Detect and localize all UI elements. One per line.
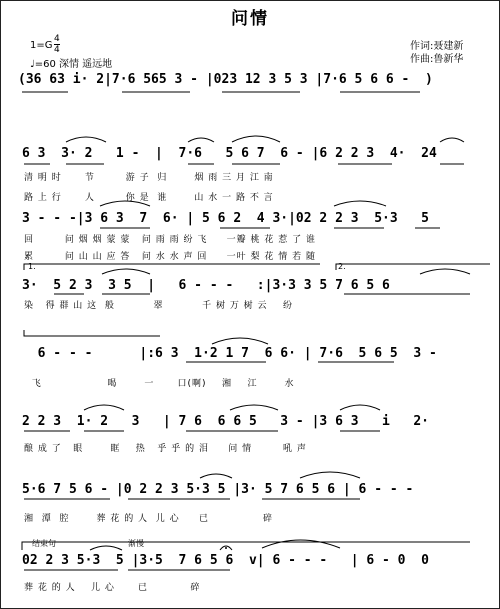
slur	[300, 472, 360, 478]
slur	[420, 269, 470, 274]
system-7-lyrics: 湘 潭 腔 葬 花 的 人 儿 心 已 碎	[24, 514, 273, 524]
system-4-lyrics: 染 得 群 山 这 般 翠 千 树 万 树 云 纷	[24, 301, 293, 311]
volta-1-label: 1.	[28, 262, 36, 271]
slur	[440, 138, 464, 142]
system-3-notes: 3 - - -|3 6 3 7 6· | 5 6 2 4 3·|02 2 2 3 5·3 5	[22, 211, 429, 226]
system-2-lyrics-verse-2: 路 上 行 人 你 是 谁 山 水 一 路 不 言	[24, 193, 274, 203]
slur	[66, 137, 106, 142]
fermata-dot	[225, 547, 227, 549]
coda-bracket	[22, 542, 470, 550]
system-3-lyrics-verse-1: 回 问 烟 烟 蒙 蒙 问 雨 雨 纷 飞 一瓣 桃 花 惹 了 谁	[24, 235, 316, 245]
slur	[100, 201, 150, 206]
slur	[262, 540, 340, 548]
system-8-notes: 02 2 3 5·3 5 |3·5 7 6 5 6 v| 6 - - - | 6 - 0 0	[22, 553, 429, 568]
slur	[212, 338, 268, 344]
time-numerator: 4	[54, 34, 60, 44]
system-8-lyrics: 葬 花 的 人 儿 心 已 碎	[24, 583, 201, 593]
song-title: 问情	[231, 9, 269, 29]
system-2-lyrics-verse-1: 清 明 时 节 游 子 归 烟 雨 三 月 江 南	[24, 173, 274, 183]
system-3-lyrics-verse-2: 累 问 山 山 应 答 问 水 水 声 回 一叶 梨 花 情 若 随	[24, 252, 316, 262]
ritardando-label: 渐慢	[128, 539, 144, 548]
slur	[200, 474, 232, 478]
slur	[188, 138, 214, 142]
composer-credit: 作曲:鲁新华	[410, 54, 464, 65]
system-5-notes: 6 - - - |:6 3 1·2 1 7 6 6· | 7·6 5 6 5 3 -	[22, 346, 437, 361]
slur	[230, 405, 278, 410]
slur	[84, 405, 124, 410]
system-6-notes: 2 2 3 1· 2 3 | 7 6 6 6 5 3 - |3 6 3 i 2·	[22, 414, 429, 429]
system-7-notes: 5·6 7 5 6 - |0 2 2 3 5·3 5 |3· 5 7 6 5 6 | 6 - - -	[22, 482, 414, 497]
time-denominator: 4	[54, 45, 60, 55]
volta-2-label: 2.	[338, 262, 346, 271]
lyricist-credit: 作词:聂建新	[410, 41, 464, 52]
system-6-lyrics: 酿 成 了 眼 眶 热 乎 乎 的 泪 问 情 吼 声	[24, 444, 307, 454]
coda-label: 结束句	[32, 539, 56, 548]
volta-1-bracket	[24, 264, 320, 270]
slur	[334, 201, 386, 206]
system-2-notes: 6 3 3· 2 1 - | 7·6 5 6 7 6 - |6 2 2 3 4· 24	[22, 146, 437, 161]
slur	[232, 136, 280, 142]
slur	[90, 546, 122, 550]
volta-2-bracket	[336, 264, 490, 270]
system-5-lyrics: 飞 喝 一 口(啊) 湘 江 水	[24, 379, 295, 389]
slur	[340, 405, 380, 410]
system-4-notes: 3· 5 2 3 3 5 | 6 - - - :|3·3 3 5 7 6 5 6	[22, 278, 390, 293]
tempo-marking: ♩=60 深情 遥远地	[30, 59, 113, 70]
slur	[102, 269, 150, 274]
key-signature: 1=G	[30, 40, 53, 51]
volta-1-continuation	[24, 330, 160, 336]
system-1-notes: (36 63 i· 2|7·6 565 3 - |023 12 3 5 3 |7·6 5 6 6 - )	[18, 72, 433, 87]
